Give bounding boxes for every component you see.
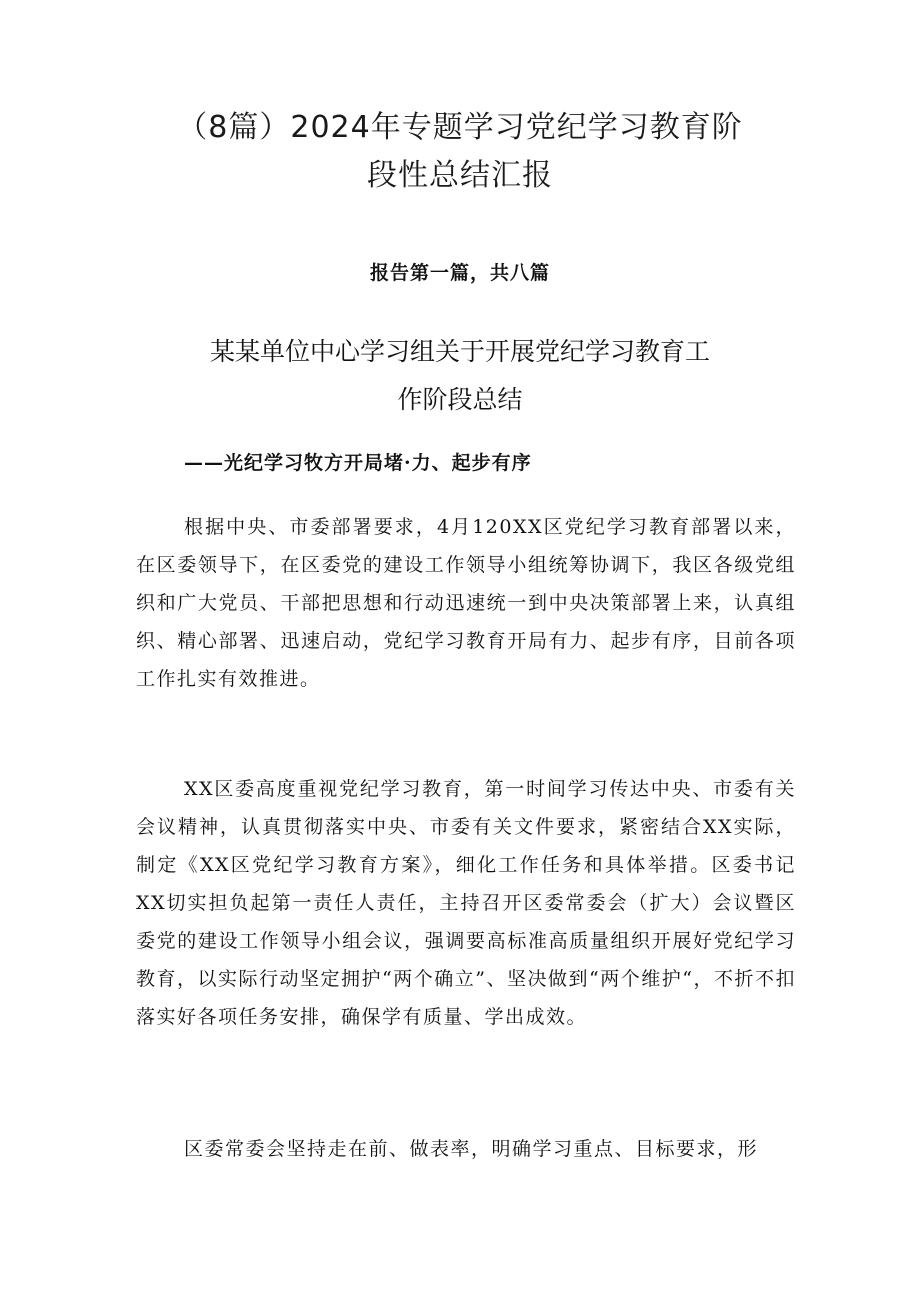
document-title-line-2: 段性总结汇报 — [367, 158, 553, 193]
report-title-line-2: 作阶段总结 — [397, 385, 523, 414]
document-title — [0, 104, 920, 200]
report-subtitle: ——光纪学习牧方开局堵·力、起步有序 — [184, 452, 532, 474]
report-title — [0, 328, 920, 424]
body-paragraph-3: 区委常委会坚持走在前、做表率，明确学习重点、目标要求，形 — [184, 1138, 759, 1160]
body-paragraph-2: XX区委高度重视党纪学习教育，第一时间学习传达中央、市委有关会议精神，认真贯彻落实中央、市委有关文件要求，紧密结合XX实际，制定《XX区党纪学习教育方案》，细化工作任务和具体举措。区委书记XX切实担负起第一责任人责任，主持召开区委常委会（扩大）会议暨区委党的建设工作领导小组会议，强调要高标准高质量组织开展好党纪学习教育，以实际行动坚定拥护“两个确立”、坚决做到“两个维护“，不折不扣落实好各项任务安排，确保学有质量、学出成效。 — [136, 778, 796, 1028]
document-title-line-1: （8篇）2024年专题学习党纪学习教育阶 — [177, 110, 743, 145]
part-label: 报告第一篇，共八篇 — [369, 262, 550, 284]
report-title-line-1: 某某单位中心学习组关于开展党纪学习教育工 — [209, 337, 710, 366]
body-paragraph-1: 根据中央、市委部署要求，4月120XX区党纪学习教育部署以来，在区委领导下，在区委党的建设工作领导小组统筹协调下，我区各级党组织和广大党员、干部把思想和行动迅速统一到中央决策部署上来，认真组织、精心部署、迅速启动，党纪学习教育开局有力、起步有序，目前各项工作扎实有效推进。 — [136, 516, 796, 690]
